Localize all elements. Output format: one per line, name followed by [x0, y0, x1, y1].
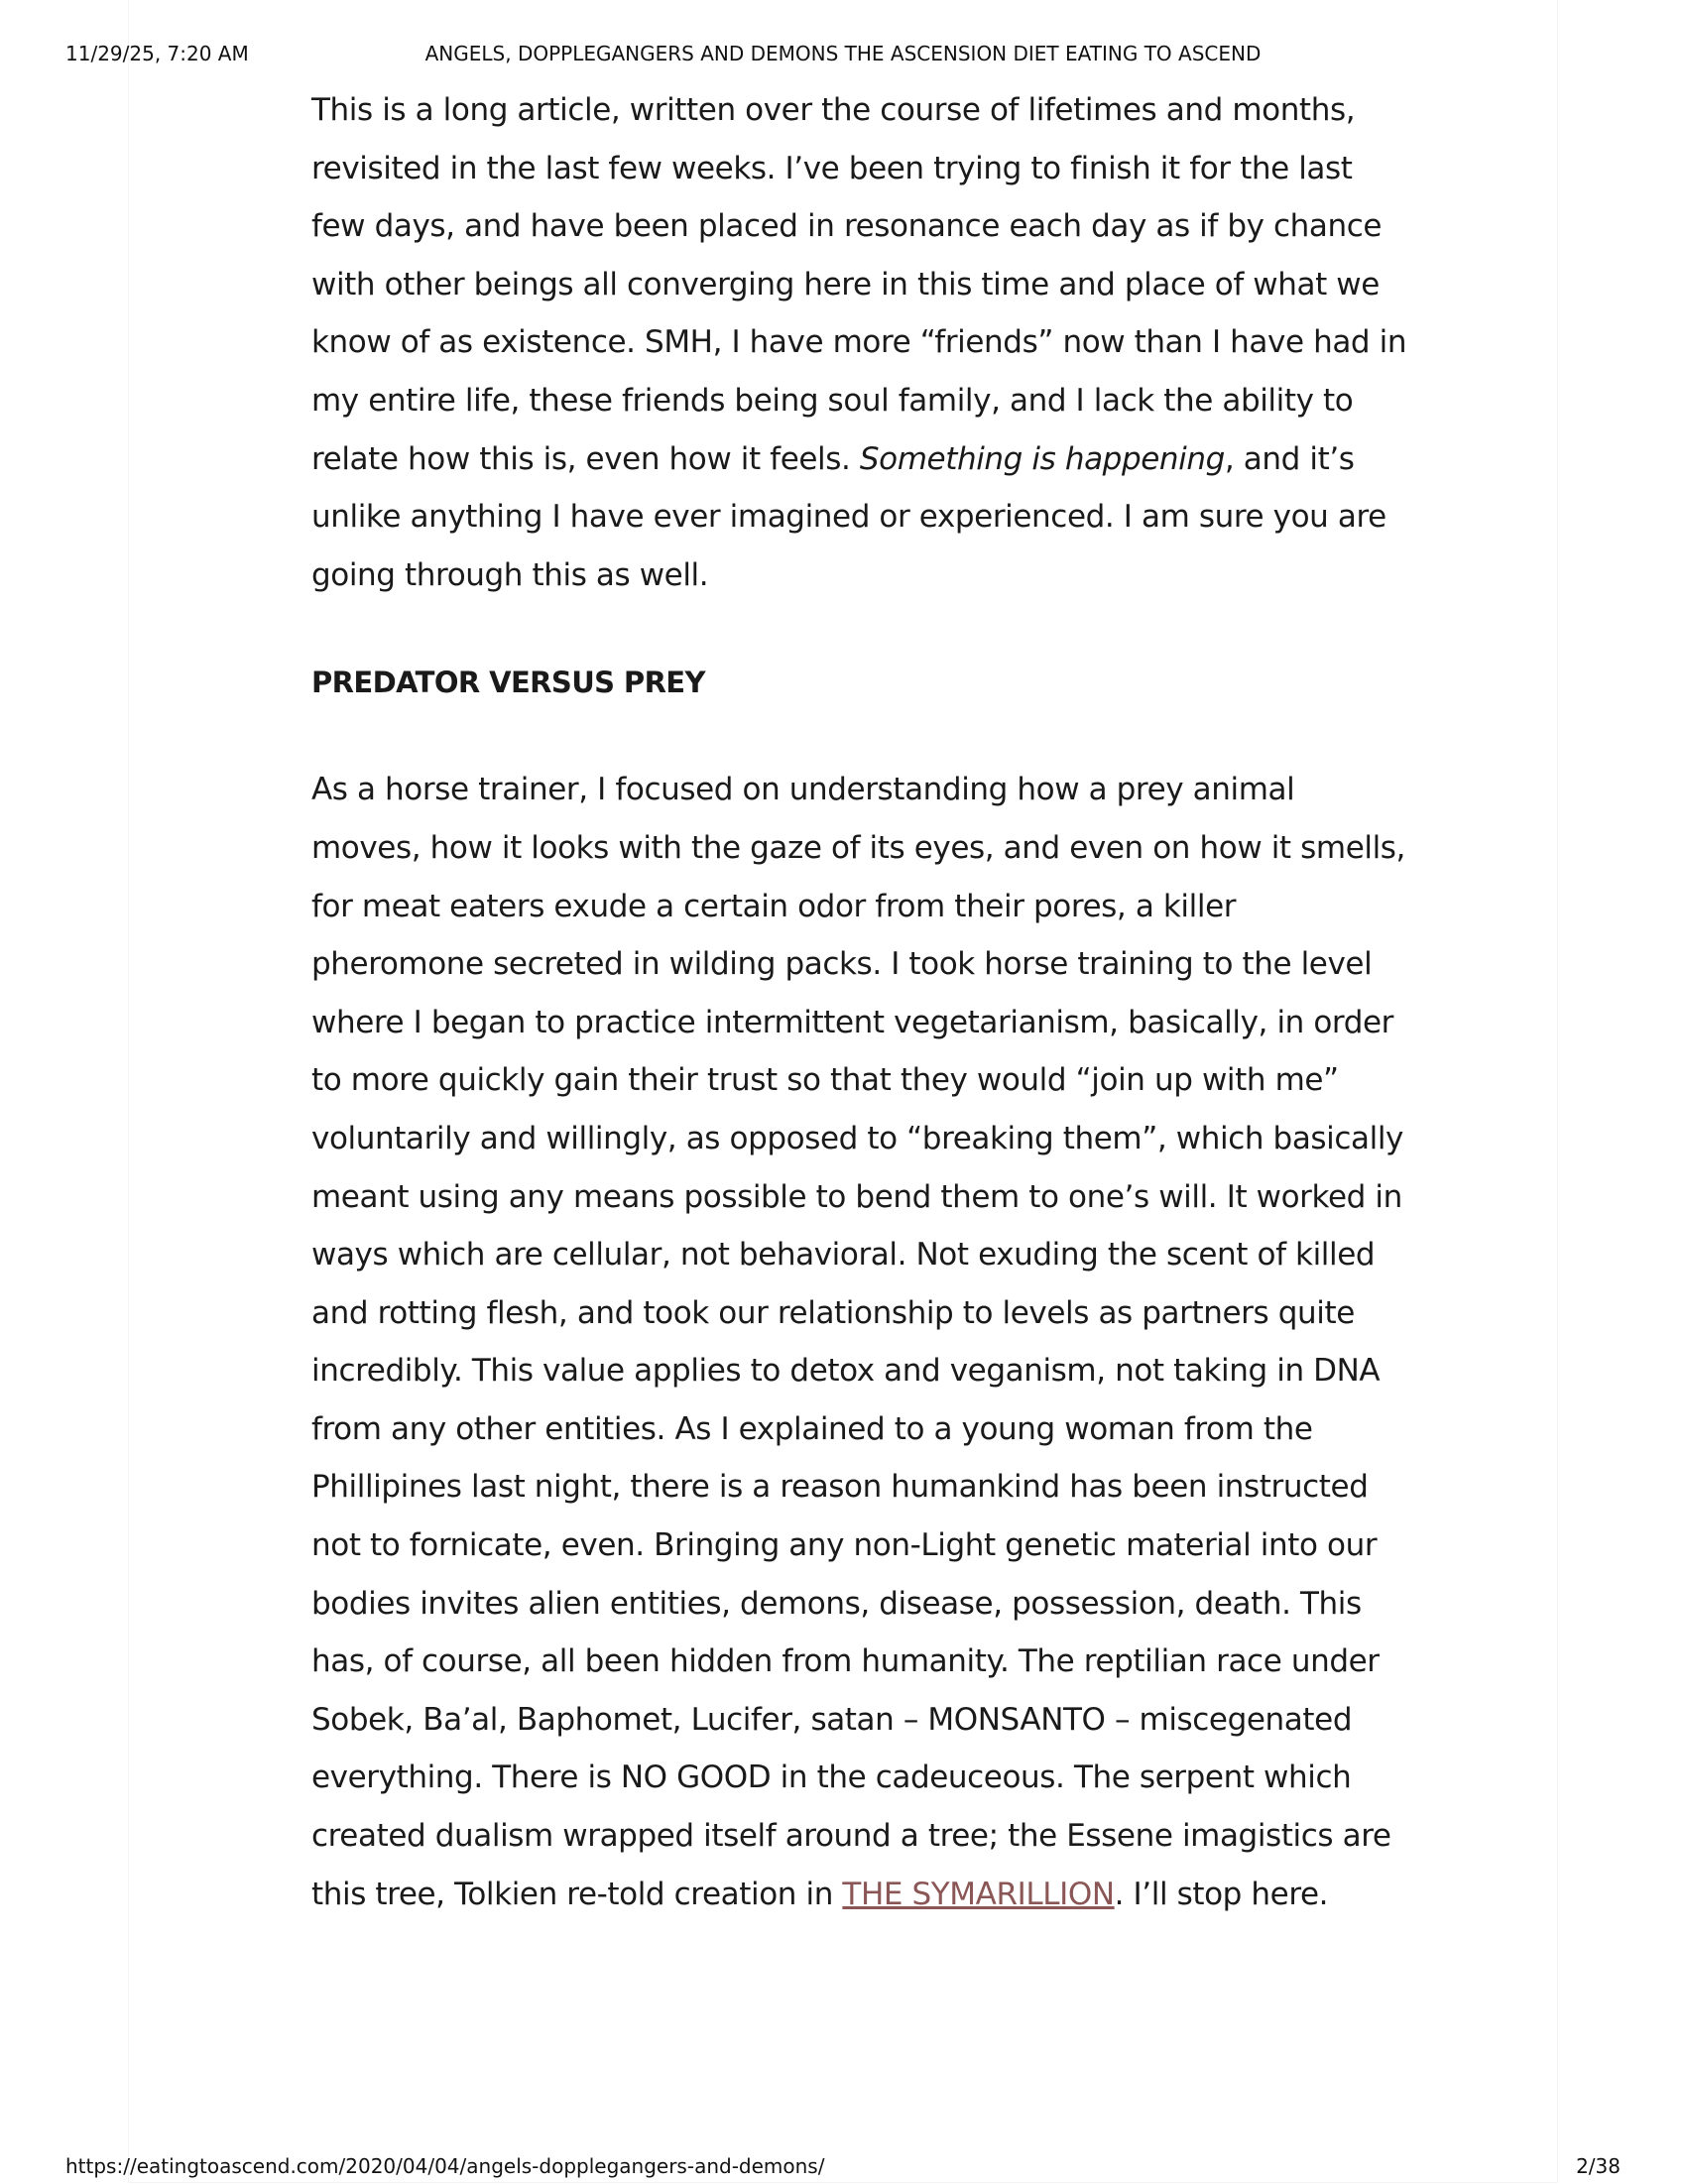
print-page-title: ANGELS, DOPPLEGANGERS AND DEMONS THE ASCENSION DIET EATING TO ASCEND	[424, 42, 1262, 65]
section-heading: PREDATOR VERSUS PREY	[311, 666, 705, 700]
print-date: 11/29/25, 7:20 AM	[65, 42, 249, 65]
page-number: 2/38	[1576, 2154, 1621, 2178]
body-paragraph	[311, 761, 1412, 1923]
intro-paragraph	[311, 81, 1412, 604]
print-footer	[0, 2154, 1686, 2184]
emphasized-phrase: Something is happening	[859, 440, 1225, 477]
body-text-start: As a horse trainer, I focused on understanding how a prey animal moves, how it looks with the gaze of its eyes, and even on how it smells, for meat eaters exude a certain odor from their pores, a killer pheromone secreted in wilding packs. I took horse training to the level where I began to practice intermittent vegetarianism, basically, in order to more quickly gain their trust so that they would “join up with me” voluntarily and willingly, as opposed to “breaking them”, which basically meant using any means possible to bend them to one’s will. It worked in ways which are cellular, not behavioral. Not exuding the scent of killed and rotting flesh, and took our relationship to levels as partners quite incredibly. This value applies to detox and veganism, not taking in DNA from any other entities. As I explained to a young woman from the Phillipines last night, there is a reason humankind has been instructed not to fornicate, even. Bringing any non-Light genetic material into our bodies invites alien entities, demons, disease, possession, death. This has, of course, all been hidden from humanity. The reptilian race under Sobek, Ba’al, Baphomet, Lucifer, satan – MONSANTO – miscegenated everything. There is NO GOOD in the cadeuceous. The serpent which created dualism wrapped itself around a tree; the Essene imagistics are this tree, Tolkien re-told creation in	[311, 772, 1405, 1912]
intro-text-end: , and it’s unlike anything I have ever imagined or experienced. I am sure you are going through this as well.	[311, 440, 1386, 593]
body-text-end: . I’ll stop here.	[1114, 1876, 1329, 1912]
print-header	[0, 42, 1686, 71]
page-url[interactable]: https://eatingtoascend.com/2020/04/04/angels-dopplegangers-and-demons/	[65, 2154, 825, 2178]
symarillion-link[interactable]: THE SYMARILLION	[842, 1876, 1115, 1912]
intro-text-start: This is a long article, written over the course of lifetimes and months, revisited in the last few weeks. I’ve been trying to finish it for the last few days, and have been placed in resonance each day as if by chance with other beings all converging here in this time and place of what we know of as existence. SMH, I have more “friends” now than I have had in my entire life, these friends being soul family, and I lack the ability to relate how this is, even how it feels.	[311, 92, 1407, 477]
article-body	[311, 81, 1412, 1923]
